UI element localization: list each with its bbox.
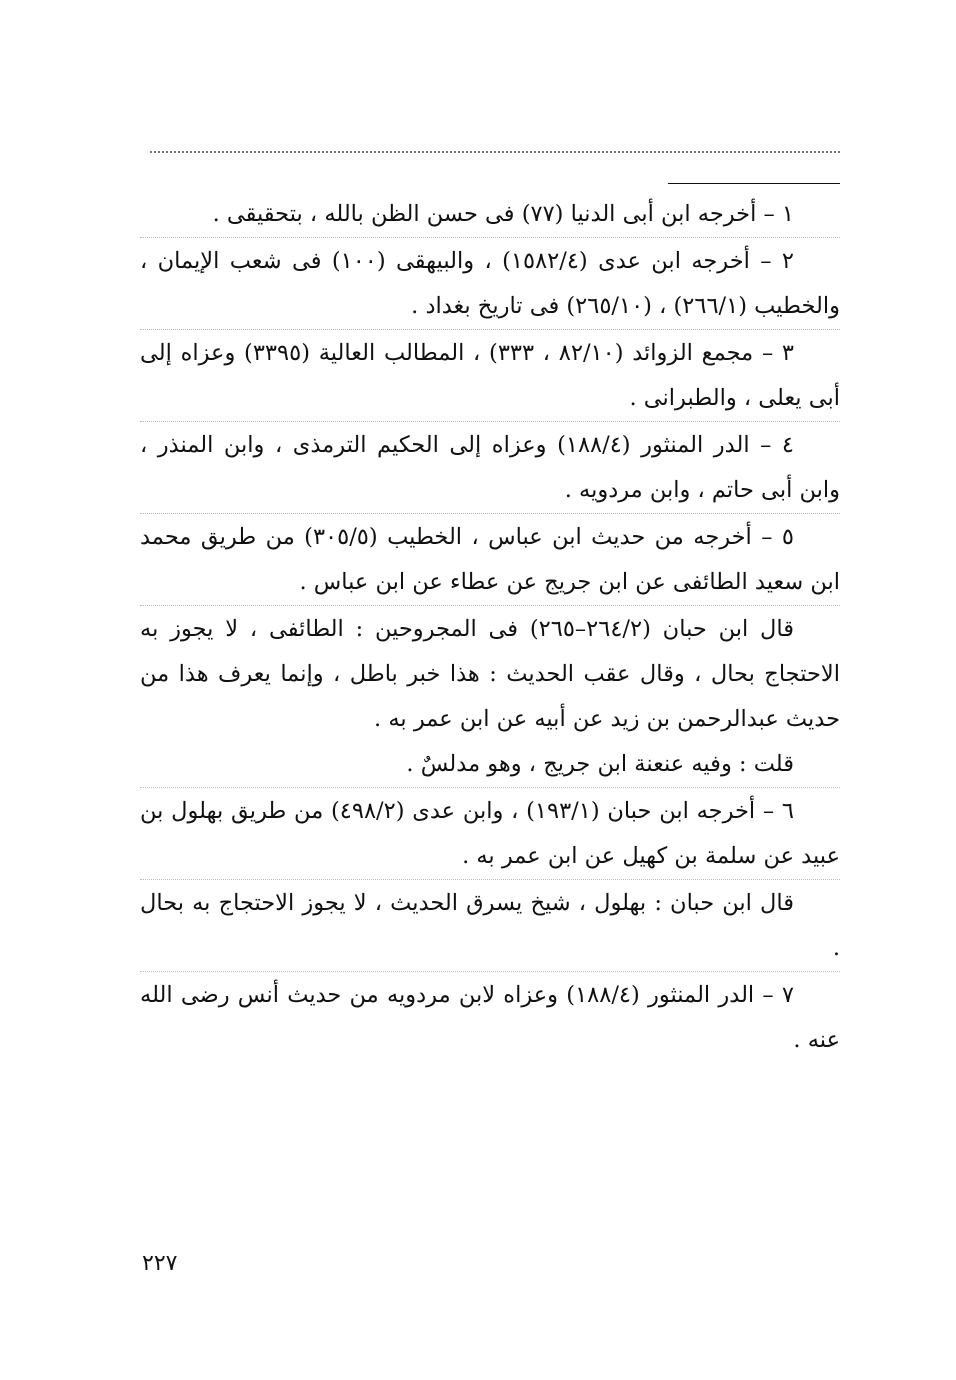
- footnote-6-comment-ibn-hibban: قال ابن حبان : بهلول ، شيخ يسرق الحديث ، لا يجوز الاحتجاج به بحال .: [140, 879, 840, 971]
- footnote-1: ١ – أخرجه ابن أبى الدنيا (٧٧) فى حسن الظن بالله ، بتحقيقى .: [212, 201, 794, 227]
- footnote-5: ٥ – أخرجه من حديث ابن عباس ، الخطيب (٣٠٥/٥) من طريق محمد ابن سعيد الطائفى عن ابن جريج عن عطاء عن ابن عباس .: [140, 513, 840, 605]
- header-dotted-rule: [150, 151, 840, 153]
- page-number: ٢٢٧: [142, 1251, 178, 1276]
- footnote-3: ٣ – مجمع الزوائد (٨٢/١٠ ، ٣٣٣) ، المطالب العالية (٣٣٩٥) وعزاه إلى أبى يعلى ، والطبرانى .: [140, 329, 840, 421]
- footnote-separator-rule: [668, 183, 840, 184]
- footnote-4: ٤ – الدر المنثور (١٨٨/٤) وعزاه إلى الحكيم الترمذى ، وابن المنذر ، وابن أبى حاتم ، وابن مردويه .: [140, 421, 840, 513]
- footnote-6: ٦ – أخرجه ابن حبان (١٩٣/١) ، وابن عدى (٤٩٨/٢) من طريق بهلول بن عبيد عن سلمة بن كهيل عن ابن عمر به .: [140, 787, 840, 879]
- footnote-5-comment-ibn-hibban: قال ابن حبان (٢٦٤/٢–٢٦٥) فى المجروحين : الطائفى ، لا يجوز به الاحتجاج بحال ، وقال عقب الحديث : هذا خبر باطل ، وإنما يعرف هذا من حديث عبدالرحمن بن زيد عن أبيه عن ابن عمر به .: [140, 605, 840, 742]
- footnote-5-comment-author: قلت : وفيه عنعنة ابن جريج ، وهو مدلسٌ .: [406, 751, 794, 777]
- footnote-7: ٧ – الدر المنثور (١٨٨/٤) وعزاه لابن مردويه من حديث أنس رضى الله عنه .: [140, 971, 840, 1063]
- footnote-2: ٢ – أخرجه ابن عدى (١٥٨٢/٤) ، والبيهقى (١٠٠) فى شعب الإيمان ، والخطيب (٢٦٦/١) ، (٢٦٥/١٠) فى تاريخ بغداد .: [140, 237, 840, 329]
- footnotes: [140, 192, 840, 1063]
